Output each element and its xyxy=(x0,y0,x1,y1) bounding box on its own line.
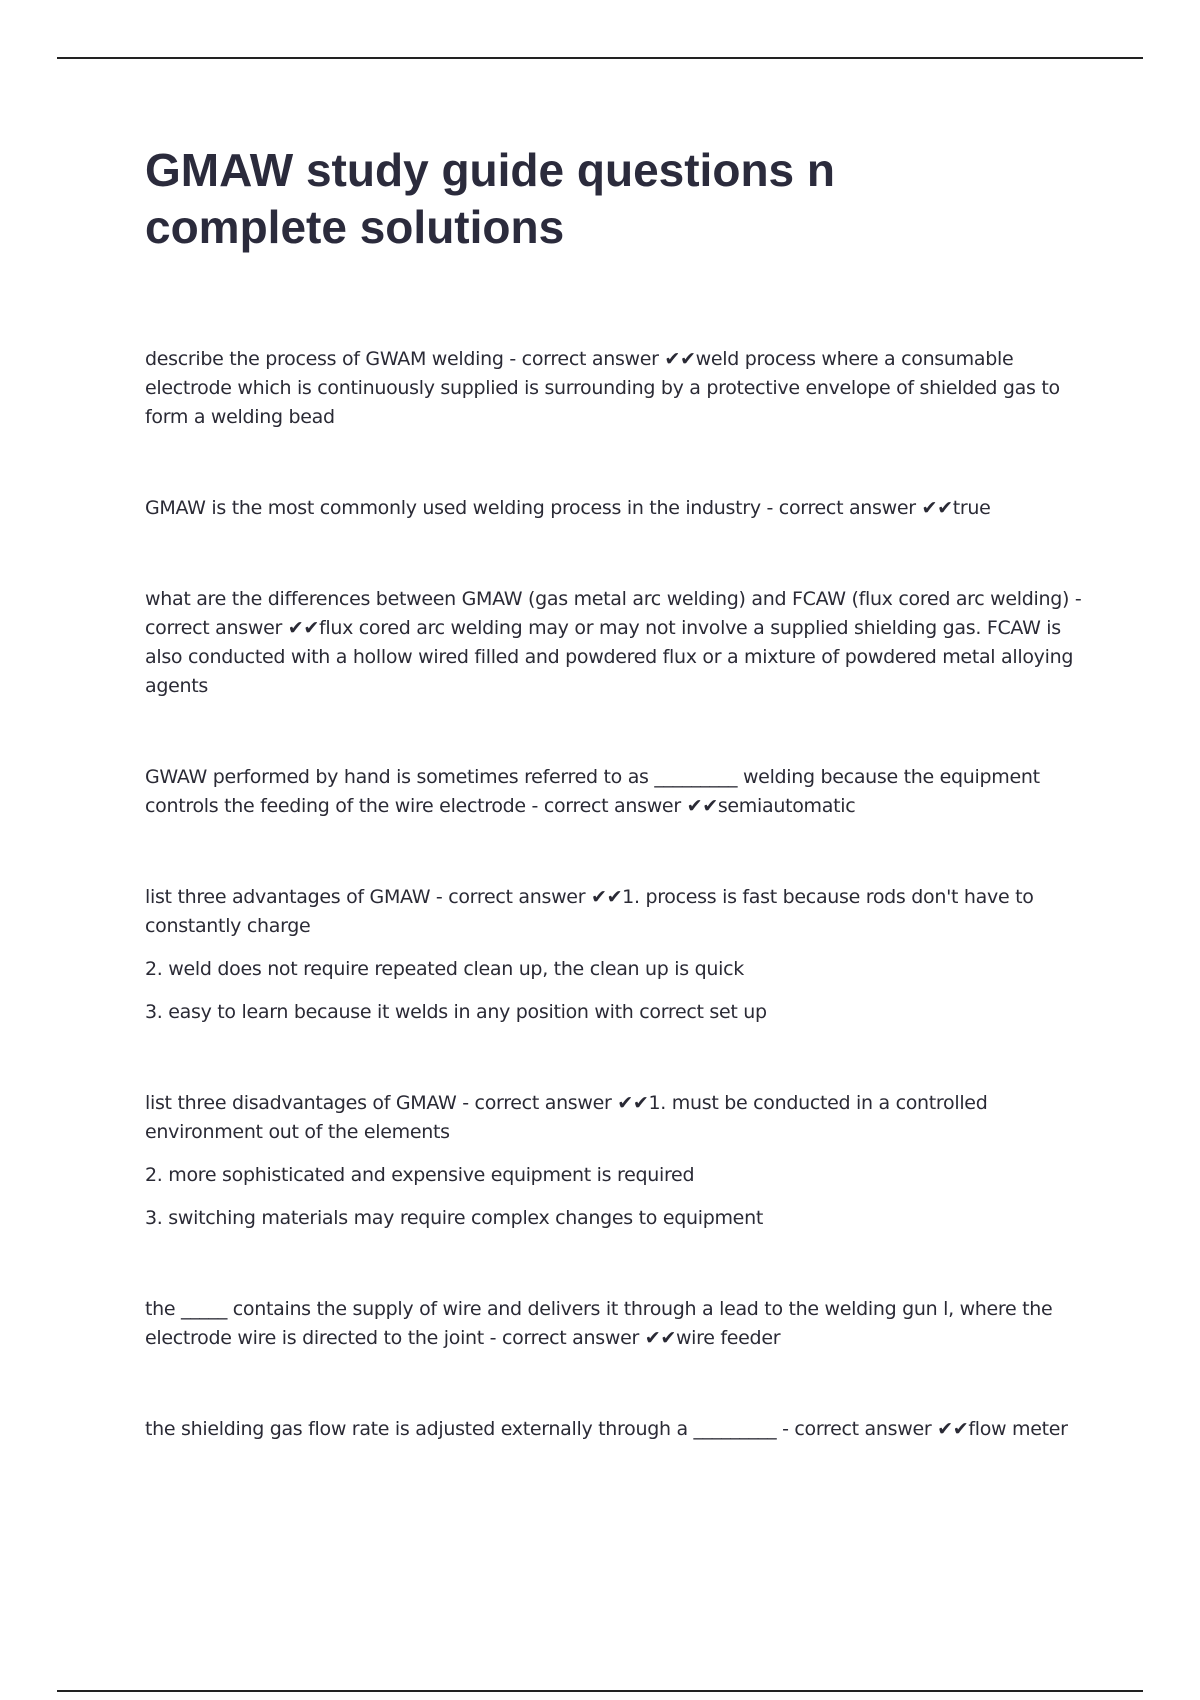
qa-item xyxy=(145,585,1085,701)
header-rule xyxy=(57,57,1143,59)
qa-item xyxy=(145,883,1085,1027)
qa-item xyxy=(145,1295,1085,1353)
qa-text: 3. switching materials may require complex changes to equipment xyxy=(145,1207,763,1229)
qa-text: what are the differences between GMAW (gas metal arc welding) and FCAW (flux cored arc welding) - correct answer ✔✔flux cored arc welding may or may not involve a supplied shielding gas. FCAW is also conducted with a hollow wired filled and powdered flux or a mixture of powdered metal alloying agents xyxy=(145,588,1082,697)
qa-item xyxy=(145,763,1085,821)
qa-text: 2. more sophisticated and expensive equipment is required xyxy=(145,1164,695,1186)
document-title: GMAW study guide questions n complete solutions xyxy=(145,144,835,253)
qa-text: GWAW performed by hand is sometimes referred to as _________ welding because the equipment controls the feeding of the wire electrode - correct answer ✔✔semiautomatic xyxy=(145,766,1040,817)
qa-text: describe the process of GWAM welding - correct answer ✔✔weld process where a consumable electrode which is continuously supplied is surrounding by a protective envelope of shielded gas to form a welding bead xyxy=(145,348,1060,428)
qa-item xyxy=(145,1089,1085,1233)
qa-text: list three disadvantages of GMAW - correct answer ✔✔1. must be conducted in a controlled environment out of the elements xyxy=(145,1092,988,1143)
qa-item xyxy=(145,345,1085,432)
qa-text: the _____ contains the supply of wire and delivers it through a lead to the welding gun l, where the electrode wire is directed to the joint - correct answer ✔✔wire feeder xyxy=(145,1298,1053,1349)
qa-text: list three advantages of GMAW - correct answer ✔✔1. process is fast because rods don't have to constantly charge xyxy=(145,886,1034,937)
qa-text: 3. easy to learn because it welds in any position with correct set up xyxy=(145,1001,767,1023)
qa-item xyxy=(145,494,1085,523)
qa-text: 2. weld does not require repeated clean up, the clean up is quick xyxy=(145,958,744,980)
footer-rule xyxy=(57,1690,1143,1692)
qa-list xyxy=(145,345,1085,1506)
qa-text: GMAW is the most commonly used welding process in the industry - correct answer ✔✔true xyxy=(145,497,991,519)
qa-item xyxy=(145,1415,1085,1444)
qa-text: the shielding gas flow rate is adjusted externally through a _________ - correct answer ✔✔flow meter xyxy=(145,1418,1068,1440)
